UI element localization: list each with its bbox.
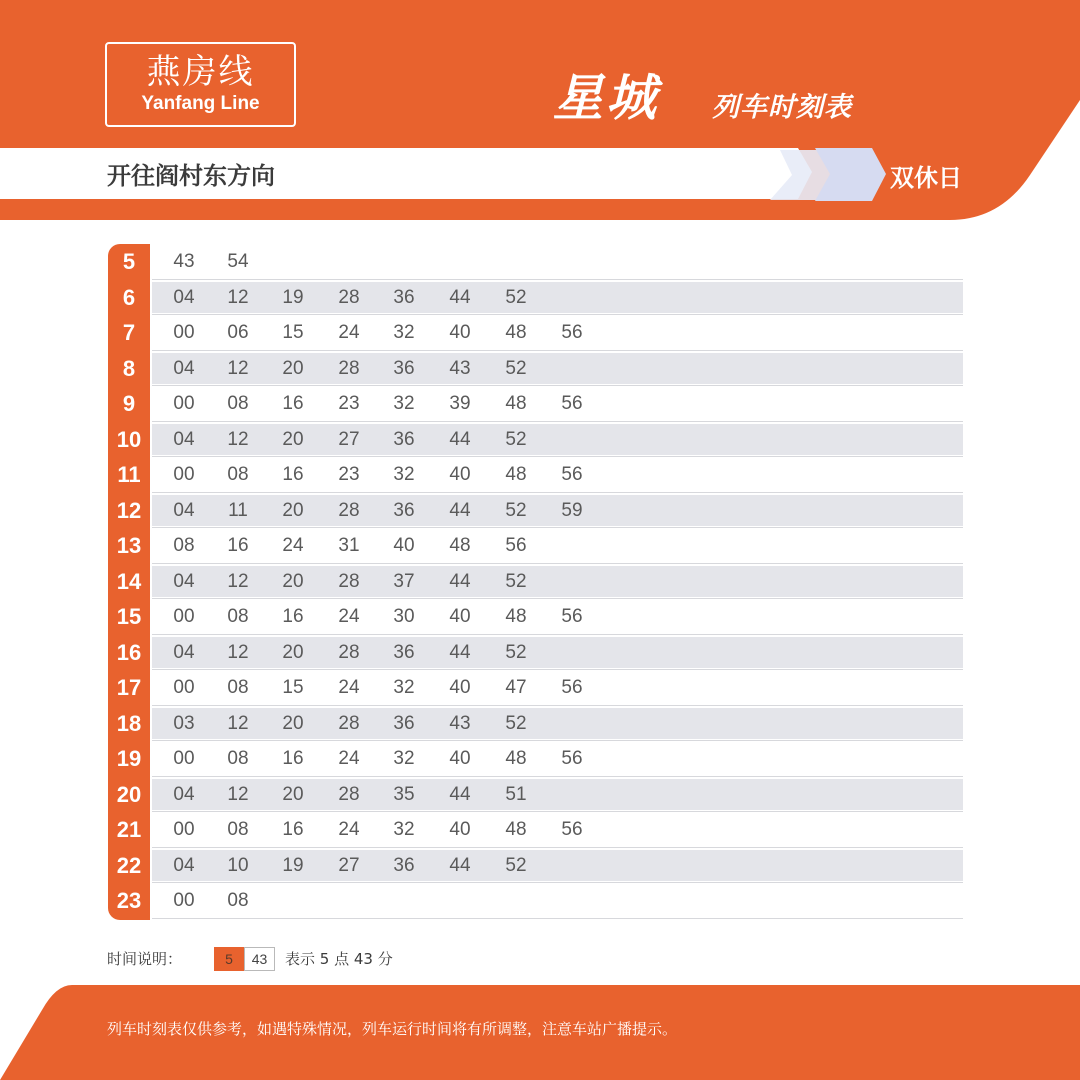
minute-cell: 04 [173, 854, 195, 876]
table-row [108, 848, 963, 884]
legend-description: 表示 5 点 43 分 [285, 950, 393, 968]
minute-cell: 40 [449, 464, 471, 485]
minute-cell: 06 [227, 322, 249, 343]
minute-cell: 56 [561, 322, 583, 343]
minute-cell: 47 [505, 677, 527, 698]
minute-cell: 37 [393, 570, 415, 592]
minute-cell: 36 [393, 428, 415, 450]
minute-cell: 44 [449, 286, 471, 308]
minute-cell: 16 [227, 535, 249, 556]
minute-cell: 12 [227, 641, 249, 663]
minute-cell: 56 [561, 393, 583, 414]
minute-cell: 16 [282, 464, 304, 485]
line-name-cn: 燕房线 [146, 52, 255, 92]
minute-cell: 48 [449, 535, 471, 556]
minute-cell: 32 [393, 748, 415, 769]
minute-cell: 56 [505, 535, 527, 556]
minute-cell: 04 [173, 570, 195, 592]
minute-cell: 08 [227, 819, 249, 840]
table-row [108, 741, 963, 777]
table-row [108, 422, 963, 458]
minute-cell: 28 [338, 641, 360, 663]
minute-cell: 40 [449, 322, 471, 343]
minute-cell: 27 [338, 428, 360, 450]
minute-cell: 36 [393, 499, 415, 521]
hour-cell: 11 [117, 462, 141, 487]
direction-label: 开往阎村东方向 [107, 162, 275, 190]
minute-cell: 08 [227, 393, 249, 414]
minute-cell: 36 [393, 854, 415, 876]
table-row [108, 528, 963, 564]
minute-cell: 23 [338, 464, 360, 485]
minute-cell: 43 [449, 357, 471, 379]
table-row [108, 670, 963, 706]
minute-cell: 20 [282, 570, 304, 592]
minute-cell: 48 [505, 464, 527, 485]
minute-cell: 28 [338, 499, 360, 521]
minute-cell: 15 [282, 677, 304, 698]
minute-cell: 24 [338, 819, 360, 840]
table-row [108, 386, 963, 422]
hour-cell: 20 [116, 781, 142, 807]
minute-cell: 56 [561, 464, 583, 485]
minute-cell: 52 [505, 357, 527, 379]
minute-cell: 19 [282, 286, 304, 308]
minute-cell: 08 [227, 606, 249, 627]
minute-cell: 56 [561, 819, 583, 840]
minute-cell: 08 [227, 464, 249, 485]
hour-cell: 6 [122, 284, 136, 310]
minute-cell: 00 [173, 677, 195, 698]
minute-cell: 15 [282, 322, 304, 343]
minute-cell: 04 [173, 428, 195, 450]
minute-cell: 08 [227, 677, 249, 698]
minute-cell: 00 [173, 322, 195, 343]
minute-cell: 36 [393, 286, 415, 308]
minute-cell: 40 [449, 677, 471, 698]
minute-cell: 11 [228, 499, 248, 521]
minute-cell: 12 [227, 357, 249, 379]
hour-cell: 23 [116, 888, 142, 913]
minute-cell: 52 [505, 499, 527, 521]
minute-cell: 00 [173, 393, 195, 414]
minute-cell: 24 [338, 748, 360, 769]
minute-cell: 36 [393, 357, 415, 379]
minute-cell: 52 [505, 854, 527, 876]
minute-cell: 40 [393, 535, 415, 556]
hour-cell: 9 [122, 391, 136, 416]
minute-cell: 59 [561, 499, 583, 521]
table-row [108, 599, 963, 635]
minute-cell: 28 [338, 712, 360, 734]
minute-cell: 08 [173, 535, 195, 556]
table-row [108, 280, 963, 316]
row-band [152, 246, 963, 278]
minute-cell: 44 [449, 783, 471, 805]
minute-cell: 36 [393, 712, 415, 734]
minute-cell: 32 [393, 464, 415, 485]
minute-cell: 20 [282, 641, 304, 663]
table-row [108, 706, 963, 742]
minute-cell: 12 [227, 712, 249, 734]
legend-label: 时间说明： [107, 950, 183, 968]
minute-cell: 48 [505, 393, 527, 414]
minute-cell: 40 [449, 819, 471, 840]
minute-cell: 12 [227, 783, 249, 805]
minute-cell: 03 [173, 712, 195, 734]
minute-cell: 48 [505, 819, 527, 840]
timetable-title: 列车时刻表 [712, 92, 852, 123]
minute-cell: 04 [173, 641, 195, 663]
minute-cell: 04 [173, 357, 195, 379]
minute-cell: 32 [393, 322, 415, 343]
minute-cell: 32 [393, 393, 415, 414]
hour-cell: 13 [116, 533, 142, 558]
day-type-label: 双休日 [890, 164, 962, 192]
minute-cell: 28 [338, 570, 360, 592]
minute-cell: 39 [449, 393, 471, 414]
table-row [108, 635, 963, 671]
minute-cell: 52 [505, 712, 527, 734]
minute-cell: 44 [449, 570, 471, 592]
minute-cell: 24 [338, 322, 360, 343]
minute-cell: 30 [393, 606, 415, 627]
minute-cell: 51 [505, 783, 527, 805]
minute-cell: 54 [227, 251, 249, 272]
hour-cell: 17 [116, 675, 142, 700]
minute-cell: 43 [449, 712, 471, 734]
minute-cell: 08 [227, 890, 249, 911]
minute-cell: 23 [338, 393, 360, 414]
minute-cell: 35 [393, 783, 415, 805]
hour-cell: 15 [116, 604, 142, 629]
table-row [108, 883, 963, 919]
minute-cell: 12 [227, 570, 249, 592]
minute-cell: 20 [282, 499, 304, 521]
minute-cell: 52 [505, 641, 527, 663]
table-row [108, 457, 963, 493]
legend-example-minute: 43 [244, 947, 275, 971]
minute-cell: 10 [227, 854, 249, 876]
hour-cell: 16 [116, 639, 142, 665]
minute-cell: 56 [561, 677, 583, 698]
minute-cell: 12 [227, 286, 249, 308]
station-name: 星城 [553, 69, 659, 127]
minute-cell: 08 [227, 748, 249, 769]
minute-cell: 00 [173, 748, 195, 769]
table-row [108, 564, 963, 600]
minute-cell: 20 [282, 783, 304, 805]
minute-cell: 00 [173, 819, 195, 840]
table-row [108, 244, 963, 280]
row-divider [152, 918, 963, 919]
minute-cell: 44 [449, 641, 471, 663]
table-row [108, 351, 963, 387]
minute-cell: 56 [561, 748, 583, 769]
footer-note: 列车时刻表仅供参考，如遇特殊情况，列车运行时间将有所调整，注意车站广播提示。 [107, 1020, 678, 1038]
minute-cell: 28 [338, 783, 360, 805]
minute-cell: 44 [449, 428, 471, 450]
minute-cell: 19 [282, 854, 304, 876]
minute-cell: 48 [505, 606, 527, 627]
minute-cell: 40 [449, 748, 471, 769]
minute-cell: 20 [282, 712, 304, 734]
minute-cell: 28 [338, 286, 360, 308]
hour-cell: 7 [122, 320, 136, 345]
hour-cell: 10 [116, 426, 142, 452]
minute-cell: 40 [449, 606, 471, 627]
row-band [152, 885, 963, 917]
line-name-en: Yanfang Line [141, 93, 260, 114]
minute-cell: 24 [282, 535, 304, 556]
minute-cell: 31 [338, 535, 360, 556]
minute-cell: 52 [505, 570, 527, 592]
hour-cell: 12 [116, 497, 142, 523]
minute-cell: 44 [449, 499, 471, 521]
minute-cell: 48 [505, 748, 527, 769]
minute-cell: 48 [505, 322, 527, 343]
hour-cell: 19 [116, 746, 142, 771]
minute-cell: 20 [282, 357, 304, 379]
minute-cell: 27 [338, 854, 360, 876]
minute-cell: 16 [282, 606, 304, 627]
hour-cell: 14 [116, 568, 142, 594]
minute-cell: 04 [173, 286, 195, 308]
minute-cell: 04 [173, 499, 195, 521]
minute-cell: 52 [505, 428, 527, 450]
minute-cell: 32 [393, 677, 415, 698]
hour-cell: 18 [116, 710, 142, 736]
hour-cell: 8 [122, 355, 136, 381]
table-row [108, 812, 963, 848]
minute-cell: 32 [393, 819, 415, 840]
minute-cell: 16 [282, 819, 304, 840]
minute-cell: 00 [173, 606, 195, 627]
minute-cell: 20 [282, 428, 304, 450]
timetable [108, 244, 963, 920]
line-badge [105, 42, 296, 127]
table-row [108, 315, 963, 351]
minute-cell: 28 [338, 357, 360, 379]
minute-cell: 24 [338, 677, 360, 698]
table-row [108, 777, 963, 813]
minute-cell: 16 [282, 748, 304, 769]
hour-cell: 21 [116, 817, 142, 842]
minute-cell: 00 [173, 890, 195, 911]
hour-cell: 5 [122, 249, 136, 274]
minute-cell: 43 [173, 251, 195, 272]
minute-cell: 16 [282, 393, 304, 414]
minute-cell: 04 [173, 783, 195, 805]
minute-cell: 56 [561, 606, 583, 627]
table-row [108, 493, 963, 529]
minute-cell: 24 [338, 606, 360, 627]
minute-cell: 52 [505, 286, 527, 308]
minute-cell: 36 [393, 641, 415, 663]
minute-cell: 00 [173, 464, 195, 485]
legend-example-hour: 5 [214, 947, 244, 971]
hour-cell: 22 [116, 852, 142, 878]
minute-cell: 44 [449, 854, 471, 876]
minute-cell: 12 [227, 428, 249, 450]
